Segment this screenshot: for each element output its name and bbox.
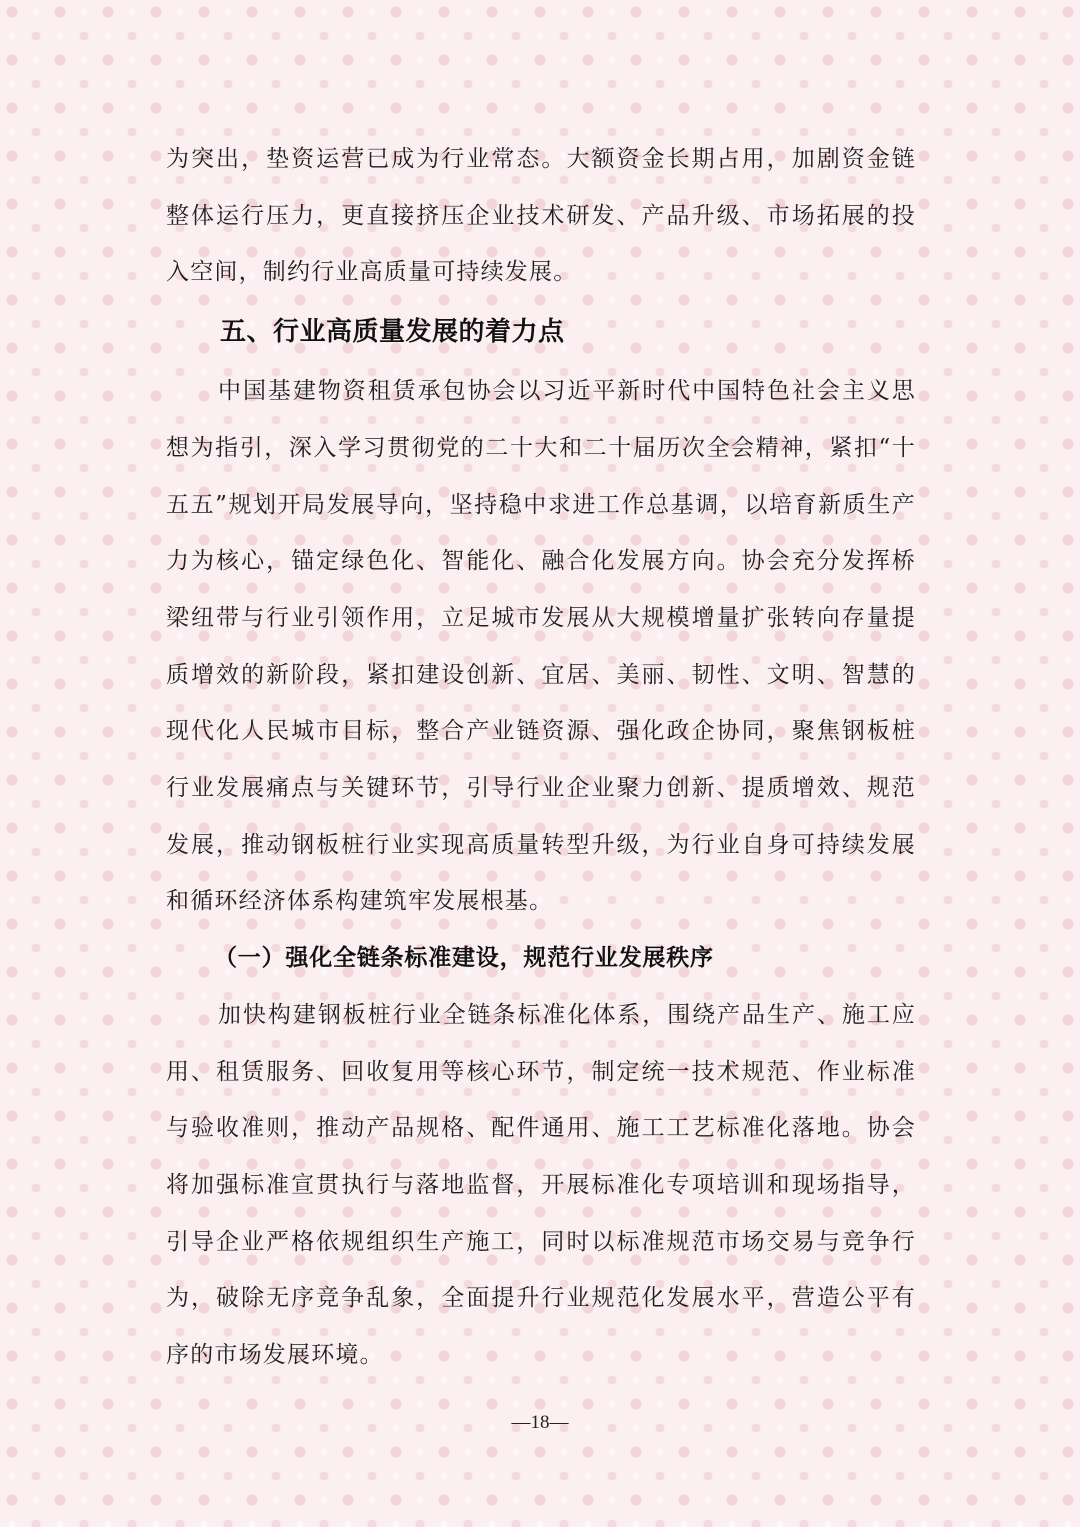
page-body [166, 131, 916, 1384]
subsection-heading: （一）强化全链条标准建设，规范行业发展秩序 [214, 945, 714, 972]
section-heading: 五、行业高质量发展的着力点 [220, 317, 565, 348]
paragraph-intro: 中国基建物资租赁承包协会以习近平新时代中国特色社会主义思想为指引，深入学习贯彻党的二十大和二十届历次全会精神，紧扣“十五五”规划开局发展导向，坚持稳中求进工作总基调，以培育新质生产力为核心，锚定绿色化、智能化、融合化发展方向。协会充分发挥桥梁纽带与行业引领作用，立足城市发展从大规模增量扩张转向存量提质增效的新阶段，紧扣建设创新、宜居、美丽、韧性、文明、智慧的现代化人民城市目标，整合产业链资源、强化政企协同，聚焦钢板桩行业发展痛点与关键环节，引导行业企业聚力创新、提质增效、规范发展，推动钢板桩行业实现高质量转型升级，为行业自身可持续发展和循环经济体系构建筑牢发展根基。 [166, 378, 916, 915]
page-number: —18— [511, 1412, 569, 1433]
paragraph-continued: 为突出，垫资运营已成为行业常态。大额资金长期占用，加剧资金链整体运行压力，更直接挤压企业技术研发、产品升级、市场拓展的投入空间，制约行业高质量可持续发展。 [166, 146, 916, 286]
paragraph-standards: 加快构建钢板桩行业全链条标准化体系，围绕产品生产、施工应用、租赁服务、回收复用等核心环节，制定统一技术规范、作业标准与验收准则，推动产品规格、配件通用、施工工艺标准化落地。协会将加强标准宣贯执行与落地监督，开展标准化专项培训和现场指导，引导企业严格依规组织生产施工，同时以标准规范市场交易与竞争行为，破除无序竞争乱象，全面提升行业规范化发展水平，营造公平有序的市场发展环境。 [166, 1001, 916, 1369]
